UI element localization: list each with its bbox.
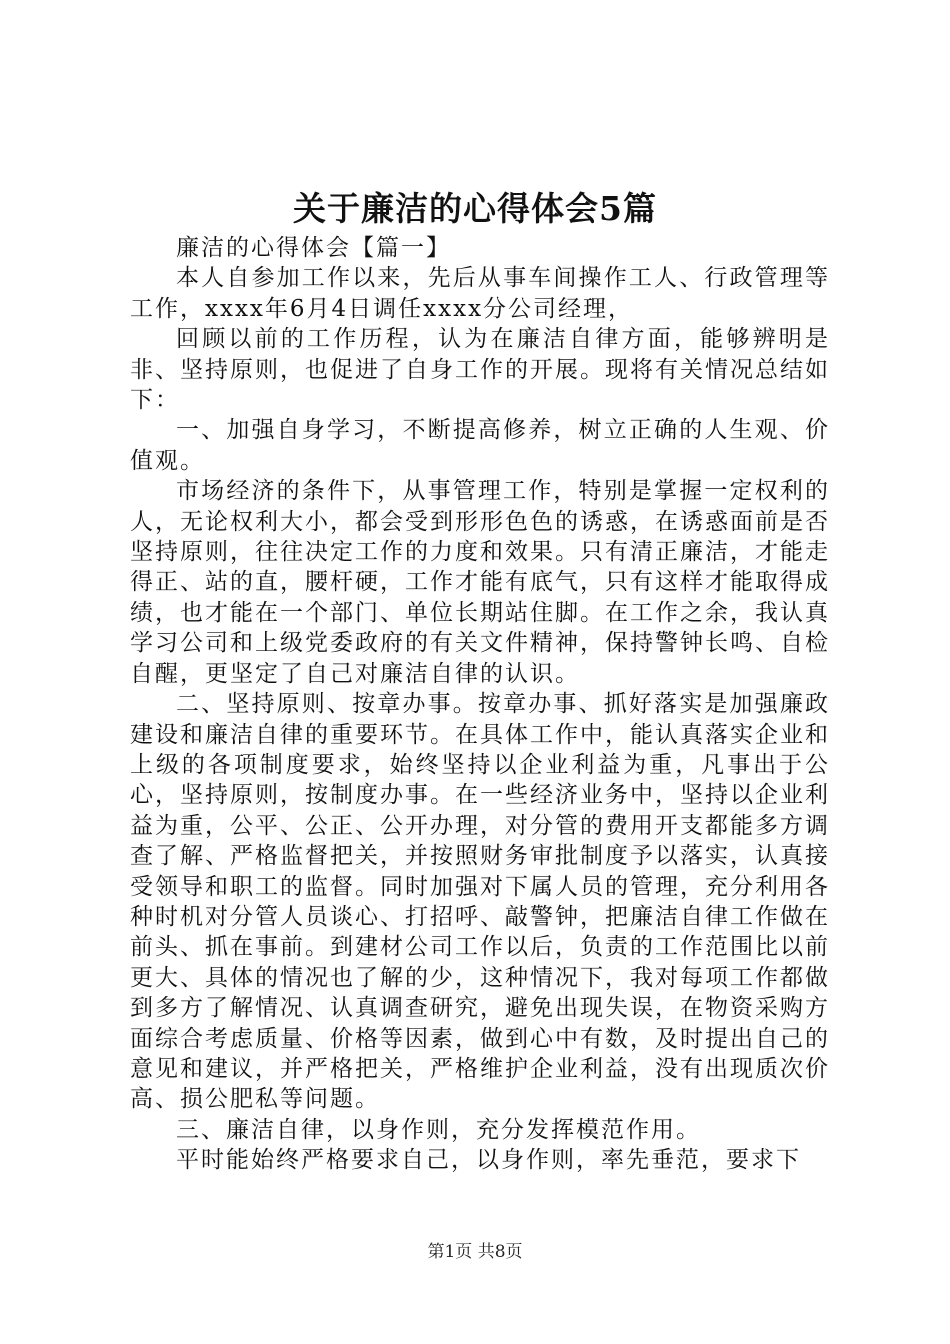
section-heading-1: 廉洁的心得体会【篇一】 (176, 235, 451, 261)
paragraph-intro: 本人自参加工作以来，先后从事车间操作工人、行政管理等工作，xxxx年6月4日调任xxxx分公司经理， (130, 265, 830, 322)
page-indicator: 第1页 共8页 (427, 1242, 523, 1262)
paragraph-self-discipline: 平时能始终严格要求自己，以身作则，率先垂范，要求下 (176, 1147, 801, 1174)
point-one-heading: 一、加强自身学习，不断提高修养，树立正确的人生观、价值观。 (130, 417, 830, 474)
point-three-heading: 三、廉洁自律，以身作则，充分发挥模范作用。 (176, 1116, 701, 1143)
paragraph-review: 回顾以前的工作历程，认为在廉洁自律方面，能够辨明是非、坚持原则，也促进了自身工作的开展。现将有关情况总结如下： (130, 326, 830, 414)
document-title: 关于廉洁的心得体会5篇 (293, 189, 657, 228)
paragraph-market-economy: 市场经济的条件下，从事管理工作，特别是掌握一定权利的人，无论权利大小，都会受到形形色色的诱惑，在诱惑面前是否坚持原则，往往决定工作的力度和效果。只有清正廉洁，才能走得正、站的直，腰杆硬，工作才能有底气，只有这样才能取得成绩，也才能在一个部门、单位长期站住脚。在工作之余，我认真学习公司和上级党委政府的有关文件精神，保持警钟长鸣、自检自醒，更坚定了自己对廉洁自律的认识。 (130, 478, 830, 687)
document-body (130, 233, 830, 1176)
point-two-paragraph: 二、坚持原则、按章办事。按章办事、抓好落实是加强廉政建设和廉洁自律的重要环节。在具体工作中，能认真落实企业和上级的各项制度要求，始终坚持以企业利益为重，凡事出于公心，坚持原则，按制度办事。在一些经济业务中，坚持以企业利益为重，公平、公正、公开办理，对分管的费用开支都能多方调查了解、严格监督把关，并按照财务审批制度予以落实，认真接受领导和职工的监督。同时加强对下属人员的管理，充分利用各种时机对分管人员谈心、打招呼、敲警钟，把廉洁自律工作做在前头、抓在事前。到建材公司工作以后，负责的工作范围比以前更大、具体的情况也了解的少，这种情况下，我对每项工作都做到多方了解情况、认真调查研究，避免出现失误，在物资采购方面综合考虑质量、价格等因素，做到心中有数，及时提出自己的意见和建议，并严格把关，严格维护企业利益，没有出现质次价高、损公肥私等问题。 (130, 691, 830, 1113)
